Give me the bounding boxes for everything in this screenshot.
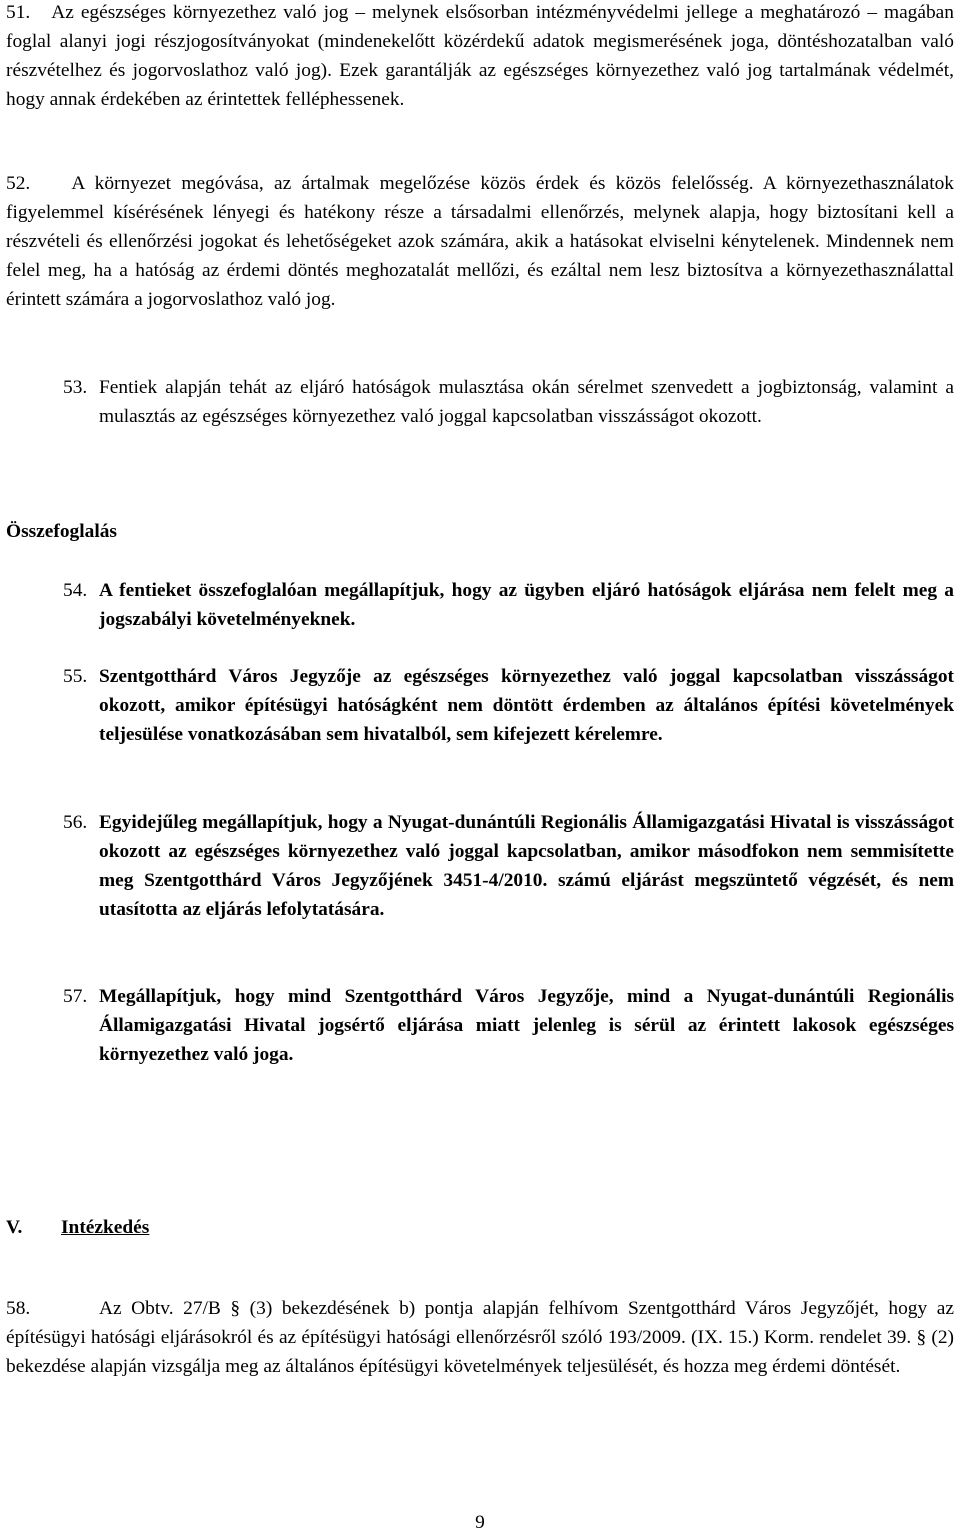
paragraph-number: 54. <box>63 580 88 601</box>
paragraph-number: 56. <box>63 812 88 833</box>
paragraph-58 <box>6 1294 954 1381</box>
page-number: 9 <box>475 1512 485 1533</box>
paragraph-52 <box>6 169 954 314</box>
paragraph-text: Az Obtv. 27/B § (3) bekezdésének b) pontja alapján felhívom Szentgotthárd Város Jegyzőjét, hogy az építésügyi hatósági eljárásokról és az építésügyi hatósági ellenőrzésről szóló 193/2009. (IX. 15.) Korm. rendelet 39. § (2) bekezdése alapján vizsgálja meg az általános építésügyi követelmények teljesülését, és hozza meg érdemi döntését. <box>6 1298 954 1377</box>
paragraph-number: 52. <box>6 173 31 194</box>
section-number: V. <box>6 1217 23 1238</box>
paragraph-number: 58. <box>6 1298 31 1319</box>
paragraph-text: Egyidejűleg megállapítjuk, hogy a Nyugat-dunántúli Regionális Államigazgatási Hivatal is visszásságot okozott az egészséges környezethez való joggal kapcsolatban, amikor másodfokon nem semmisítette meg Szentgotthárd Város Jegyzőjének 3451-4/2010. számú eljárást megszüntető végzését, és nem utasította az eljárás lefolytatására. <box>99 812 954 920</box>
paragraph-text: Az egészséges környezethez való jog – melynek elsősorban intézményvédelmi jellege a meghatározó – magában foglal alanyi jogi részjogosítványokat (mindenekelőtt közérdekű adatok megismerésének joga, döntéshozatalban való részvételhez és jogorvoslathoz való jog). Ezek garantálják az egészséges környezethez való jog tartalmának védelmét, hogy annak érdekében az érintettek felléphessenek. <box>6 2 954 110</box>
paragraph-54 <box>6 576 954 634</box>
paragraph-text: Fentiek alapján tehát az eljáró hatóságok mulasztása okán sérelmet szenvedett a jogbiztonság, valamint a mulasztás az egészséges környezethez való joggal kapcsolatban visszásságot okozott. <box>99 377 954 427</box>
paragraph-text: Megállapítjuk, hogy mind Szentgotthárd Város Jegyzője, mind a Nyugat-dunántúli Regionális Államigazgatási Hivatal jogsértő eljárása miatt jelenleg is sérül az érintett lakosok egészséges környezethez való joga. <box>99 986 954 1065</box>
section-title: Intézkedés <box>61 1217 150 1238</box>
paragraph-text: A környezet megóvása, az ártalmak megelőzése közös érdek és közös felelősség. A környezethasználatok figyelemmel kísérésének lényegi és hatékony része a társadalmi ellenőrzés, melynek alapja, hogy biztosítani kell a részvételi és ellenőrzési jogokat és lehetőségeket azok számára, akik a hatásokat elviselni kénytelenek. Mindennek nem felel meg, ha a hatóság az érdemi döntés meghozatalát mellőzi, és ezáltal nem lesz biztosítva a környezethasználattal érintett számára a jogorvoslathoz való jog. <box>6 173 955 310</box>
paragraph-53 <box>6 373 954 431</box>
paragraph-57 <box>6 982 954 1069</box>
paragraph-number: 51. <box>6 2 31 23</box>
paragraph-text: A fentieket összefoglalóan megállapítjuk, hogy az ügyben eljáró hatóságok eljárása nem felelt meg a jogszabályi követelményeknek. <box>99 580 954 630</box>
paragraph-56 <box>6 808 954 924</box>
paragraph-51 <box>6 0 954 114</box>
paragraph-number: 55. <box>63 666 88 687</box>
paragraph-text: Szentgotthárd Város Jegyzője az egészséges környezethez való joggal kapcsolatban visszásságot okozott, amikor építésügyi hatóságként nem döntött érdemben az általános építési követelmények teljesülése vonatkozásában sem hivatalból, sem kifejezett kérelemre. <box>99 666 954 745</box>
paragraph-number: 57. <box>63 986 88 1007</box>
paragraph-number: 53. <box>63 377 88 398</box>
section-heading-summary: Összefoglalás <box>6 521 117 542</box>
paragraph-55 <box>6 662 954 749</box>
